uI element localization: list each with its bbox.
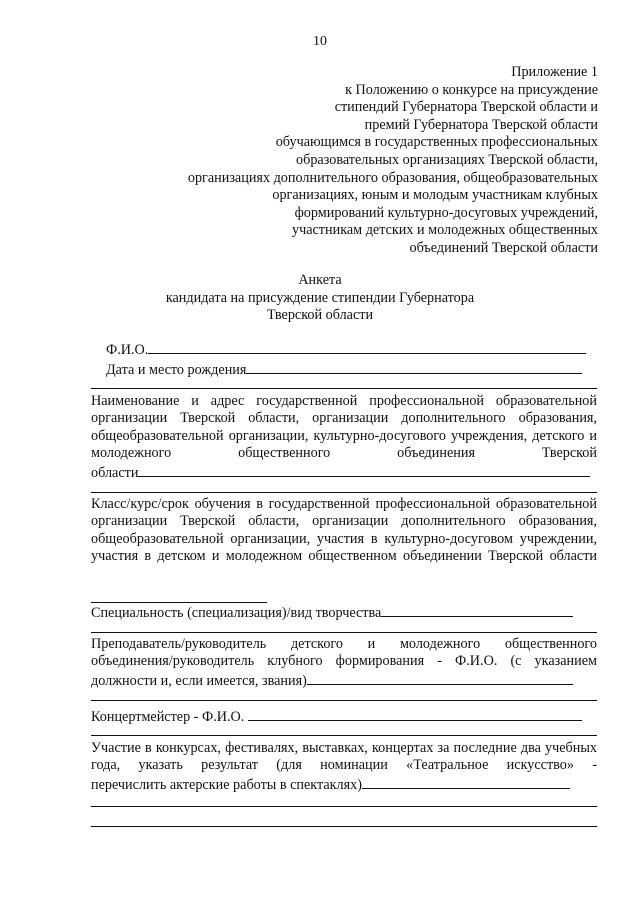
appendix-line: организациях дополнительного образования, общеобразовательных bbox=[187, 169, 598, 186]
appendix-line: формирований культурно-досуговых учреждений, bbox=[294, 204, 598, 221]
birth-blank[interactable] bbox=[246, 360, 582, 374]
fio-field bbox=[106, 340, 586, 359]
appendix-line: образовательных организациях Тверской области, bbox=[296, 151, 598, 168]
participation-blank-line[interactable] bbox=[91, 806, 597, 807]
participation-section bbox=[91, 740, 597, 775]
fio-blank[interactable] bbox=[148, 340, 586, 354]
form-title-line: Анкета bbox=[298, 272, 342, 288]
form-title-line: Тверской области bbox=[266, 307, 374, 324]
teacher-section bbox=[91, 636, 597, 671]
class-text: Класс/курс/срок обучения в государственной профессиональной образовательной организации Тверской области, организации дополнительного образования, общеобразовательной организации, участия в культурно-досуговом учреждении, участия в детском и молодежном общественном объединении Тверской области bbox=[91, 496, 597, 565]
participation-text: Участие в конкурсах, фестивалях, выставках, концертах за последние два учебных года, указать результат (для номинации «Театральное искусство» - bbox=[91, 740, 597, 774]
appendix-line: Приложение 1 bbox=[511, 64, 598, 80]
fio-label: Ф.И.О. bbox=[106, 342, 149, 358]
birth-label: Дата и место рождения bbox=[106, 362, 247, 378]
appendix-line: обучающимся в государственных профессиональных bbox=[275, 134, 598, 151]
org-section bbox=[91, 393, 597, 463]
specialty-label: Специальность (специализация)/вид творчества bbox=[91, 605, 382, 621]
specialty-blank-line[interactable] bbox=[91, 632, 597, 633]
org-text: Наименование и адрес государственной профессиональной образовательной организации Тверской области, организации дополнительного образования, общеобразовательной организации, культурно-досугового учреждения, детского и молодежного общественного объединения Тверской bbox=[91, 393, 597, 462]
teacher-last-line bbox=[91, 671, 573, 690]
appendix-header bbox=[138, 64, 598, 258]
accompanist-field bbox=[91, 707, 582, 726]
teacher-last-words: должности и, если имеется, звания) bbox=[91, 673, 307, 689]
org-blank-line[interactable] bbox=[91, 492, 597, 493]
appendix-line: премий Губернатора Тверской области bbox=[364, 116, 598, 133]
birth-field bbox=[106, 360, 582, 379]
teacher-text: Преподаватель/руководитель детского и молодежного общественного объединения/руководитель клубного формирования - Ф.И.О. (с указанием bbox=[91, 636, 597, 670]
form-title bbox=[0, 272, 640, 325]
accompanist-blank-line[interactable] bbox=[91, 735, 597, 736]
participation-blank[interactable] bbox=[362, 775, 570, 789]
participation-last-line bbox=[91, 775, 570, 794]
appendix-line: стипендий Губернатора Тверской области и bbox=[334, 99, 598, 116]
appendix-line: участникам детских и молодежных общественных bbox=[291, 222, 598, 239]
participation-blank-line[interactable] bbox=[91, 826, 597, 827]
divider bbox=[91, 388, 597, 389]
class-section bbox=[91, 496, 597, 566]
org-last-word: области bbox=[91, 465, 139, 481]
form-title-line: кандидата на присуждение стипендии Губернатора bbox=[165, 289, 475, 306]
appendix-line: к Положению о конкурсе на присуждение bbox=[345, 81, 598, 98]
specialty-field bbox=[91, 603, 573, 622]
teacher-blank-line[interactable] bbox=[91, 700, 597, 701]
appendix-line: организациях, юным и молодым участникам клубных bbox=[272, 187, 598, 204]
participation-last-words: перечислить актерские работы в спектаклях) bbox=[91, 777, 362, 793]
page-number: 10 bbox=[313, 34, 327, 49]
org-last-line bbox=[91, 463, 590, 482]
teacher-blank[interactable] bbox=[307, 671, 573, 685]
specialty-blank[interactable] bbox=[381, 603, 573, 617]
org-blank[interactable] bbox=[138, 463, 590, 477]
appendix-line: объединений Тверской области bbox=[409, 239, 598, 256]
accompanist-blank[interactable] bbox=[248, 707, 582, 721]
accompanist-label: Концертмейстер - Ф.И.О. bbox=[91, 709, 245, 725]
